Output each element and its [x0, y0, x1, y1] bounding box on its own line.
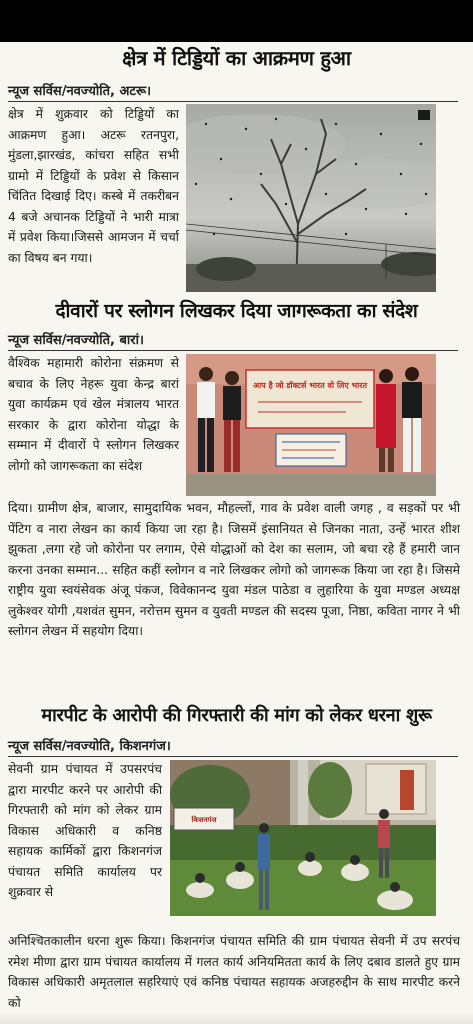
divider	[8, 756, 458, 757]
article-3-body: अनिश्चितकालीन धरना शुरू किया। किशनगंज पंचायत समिति की ग्राम पंचायत सेवनी में उप सरपंच रमेश मीणा द्वारा ग्राम पंचायत कार्यालय में गलत कार्य अनियमितता कार्य के लिए दबाव डालते हुए ग्राम विकास अधिकारी अमृतलाल सहरियाएं एवं कनिष्ठ पंचायत सहायक अजहरुद्दीन के साथ मारपीट करने को	[8, 934, 460, 1010]
article-3-headline: मारपीट के आरोपी की गिरफ्तारी की मांग को लेकर धरना शुरू	[41, 705, 432, 726]
top-black-bar	[0, 0, 473, 42]
article-3-dateline: न्यूज सर्विस/नवज्योति, किशनगंज।	[8, 739, 171, 754]
article-1-body: क्षेत्र में शुक्रवार को टिड्डियों का आक्रमण हुआ। अटरू रतनपुरा, मुंडला,झारखंड, कांचरा सहित सभी ग्रामो में टिड्डियों के प्रवेश से किसान चिंतित दिखाई दिए। कस्बे में तकरीबन 4 बजे अचानक टिड्डियों ने भारी मात्रा में प्रवेश किया।जिससे आमजन में चर्चा का विषय बन गया।	[8, 107, 179, 265]
article-2-dateline: न्यूज सर्विस/नवज्योति, बारां।	[8, 333, 144, 348]
article-3-body-column: सेवनी ग्राम पंचायत में उपसरपंच द्वारा मारपीट करने पर आरोपी की गिरफ्तारी को मांग को लेकर ग्राम विकास अधिकारी व कनिष्ठ सहायक कार्मिकों द्वारा किशनगंज पंचायत समिति कार्यालय पर शुक्रवार से	[8, 762, 162, 899]
sign-text: किशनगंज	[191, 816, 217, 824]
volunteers-wall-slogan-photo	[186, 354, 436, 496]
article-2-headline: दीवारों पर स्लोगन लिखकर दिया जागरूकता का संदेश	[55, 300, 418, 322]
page-bottom-edge	[0, 1012, 473, 1024]
dharna-protest-photo	[170, 760, 436, 916]
locust-swarm-sky-photo	[186, 104, 436, 292]
article-1-headline: क्षेत्र में टिड्डियों का आक्रमण हुआ	[122, 46, 351, 70]
article-2-body: दिया। ग्रामीण क्षेत्र, बाजार, सामुदायिक भवन, मौहल्लों, गाव के प्रवेश वाली जगह , व सड़कों पर भी पेंटिग व नारा लेखन का कार्य किया जा रहा है। जिसमें इंसानियत से जिनका नाता, उन्हें भारत शीश झुकता ,लगा रहे जो कोरोना पर लगाम, ऐसे योद्धाओं को देश का सलाम, जो बचा रहे हैं हमारी जान करना उनका सम्मान... सहित कहीं स्लोगन व नारे लिखकर लोगो को जागरूक किया जा रहा है। जिसमे राष्ट्रीय युवा स्वयंसेवक अंजू पंकज, विवेकानन्द युवा मंडल पाठेडा व लुहारिया के युवा मण्डल अध्यक्ष लुकेश्वर योगी ,यशवंत सुमन, नरोत्तम सुमन व युवती मण्डल की सदस्य पूजा, निष्ठा, कविता नागर ने भी स्लोगन लेखन में सहयोग दिया।	[8, 501, 460, 638]
wall-slogan-text: आप है जो डॉक्टर्स भारत वो लिए भारत	[252, 381, 368, 390]
article-2-body-column: वैश्विक महामारी कोरोना संक्रमण से बचाव के लिए नेहरू युवा केन्द्र बारां युवा कार्यक्रम एवं खेल मंत्रालय भारत सरकार के द्वारा कोरोना योद्धा के सम्मान में दीवारों पे स्लोगन लिखकर लोगो को जागरूकता का संदेश	[8, 356, 179, 473]
article-1-dateline: न्यूज सर्विस/नवज्योति, अटरू।	[8, 84, 152, 99]
divider	[8, 350, 458, 351]
divider	[8, 101, 458, 102]
